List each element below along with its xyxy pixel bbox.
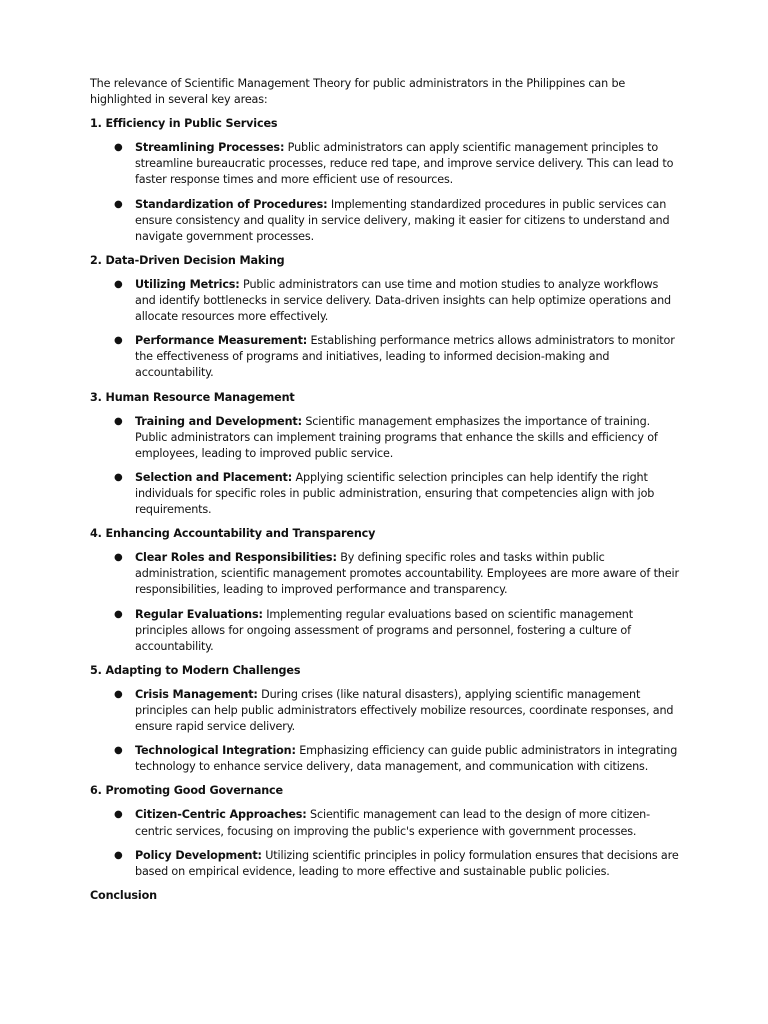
section-4: [90, 526, 680, 655]
item-term: Performance Measurement:: [135, 334, 308, 348]
bullet-icon: ●: [114, 608, 123, 620]
item-text: Scientific management can lead to the design of more citizen-centric services, focusing on improving the public's experience with government processes.: [135, 808, 651, 838]
section-2: [90, 253, 680, 382]
list-item: [114, 807, 680, 839]
bullet-list: [90, 414, 680, 519]
bullet-list: [90, 140, 680, 245]
list-item: [114, 470, 680, 518]
section-heading: 3. Human Resource Management: [90, 390, 295, 404]
item-term: Selection and Placement:: [135, 470, 293, 484]
section-6: [90, 783, 680, 879]
bullet-list: [90, 807, 680, 879]
section-1: [90, 116, 680, 245]
bullet-icon: ●: [114, 142, 123, 154]
list-item: [114, 848, 680, 880]
conclusion-heading: Conclusion: [90, 888, 157, 902]
item-text: During crises (like natural disasters), applying scientific management principles can help public administrators effectively mobilize resources, coordinate responses, and ensure rapid service delivery.: [135, 687, 674, 734]
item-text: Applying scientific selection principles can help identify the right individuals for specific roles in public administration, ensuring that competencies align with job requirements.: [135, 470, 655, 517]
item-text: By defining specific roles and tasks within public administration, scientific management promotes accountability. Employees are more aware of their responsibilities, leading to improved performance and transparency.: [135, 551, 679, 597]
list-item: [114, 607, 680, 655]
list-item: [114, 550, 680, 598]
bullet-icon: ●: [114, 278, 123, 290]
section-5: [90, 663, 680, 776]
item-term: Clear Roles and Responsibilities:: [135, 551, 337, 565]
bullet-list: [90, 277, 680, 382]
list-item: [114, 333, 680, 381]
section-heading: 6. Promoting Good Governance: [90, 784, 283, 798]
bullet-icon: ●: [114, 552, 123, 564]
document-page: [90, 76, 680, 912]
item-text: Emphasizing efficiency can guide public administrators in integrating technology to enhance service delivery, data management, and communication with citizens.: [135, 744, 678, 774]
list-item: [114, 414, 680, 462]
section-heading: 4. Enhancing Accountability and Transparency: [90, 527, 376, 541]
bullet-icon: ●: [114, 809, 123, 821]
bullet-icon: ●: [114, 415, 123, 427]
intro-paragraph: The relevance of Scientific Management Theory for public administrators in the Philippines can be highlighted in several key areas:: [90, 77, 626, 107]
item-term: Streamlining Processes:: [135, 141, 285, 155]
bullet-list: [90, 687, 680, 775]
item-term: Policy Development:: [135, 848, 262, 862]
section-heading: 2. Data-Driven Decision Making: [90, 253, 285, 267]
item-term: Citizen-Centric Approaches:: [135, 808, 307, 822]
list-item: [114, 277, 680, 325]
bullet-icon: ●: [114, 198, 123, 210]
section-heading: 5. Adapting to Modern Challenges: [90, 663, 301, 677]
bullet-list: [90, 550, 680, 655]
list-item: [114, 743, 680, 775]
bullet-icon: ●: [114, 688, 123, 700]
bullet-icon: ●: [114, 471, 123, 483]
item-text: Public administrators can apply scientific management principles to streamline bureaucratic processes, reduce red tape, and improve service delivery. This can lead to faster response times and more efficient use of resources.: [135, 141, 674, 187]
item-term: Utilizing Metrics:: [135, 277, 240, 291]
item-term: Regular Evaluations:: [135, 607, 263, 621]
item-text: Implementing standardized procedures in public services can ensure consistency and quality in service delivery, making it easier for citizens to understand and navigate government processes.: [135, 197, 670, 243]
list-item: [114, 687, 680, 735]
item-term: Technological Integration:: [135, 744, 296, 758]
list-item: [114, 140, 680, 188]
bullet-icon: ●: [114, 745, 123, 757]
bullet-icon: ●: [114, 335, 123, 347]
item-text: Implementing regular evaluations based on scientific management principles allows for ongoing assessment of programs and personnel, fostering a culture of accountability.: [135, 607, 633, 653]
section-heading: 1. Efficiency in Public Services: [90, 117, 278, 131]
item-text: Establishing performance metrics allows administrators to monitor the effectiveness of programs and initiatives, leading to informed decision-making and accountability.: [135, 334, 675, 380]
item-term: Crisis Management:: [135, 687, 258, 701]
item-text: Utilizing scientific principles in policy formulation ensures that decisions are based on empirical evidence, leading to more effective and sustainable public policies.: [135, 848, 679, 878]
item-term: Standardization of Procedures:: [135, 197, 328, 211]
list-item: [114, 197, 680, 245]
section-3: [90, 390, 680, 519]
item-text: Public administrators can use time and motion studies to analyze workflows and identify bottlenecks in service delivery. Data-driven insights can help optimize operations and allocate resources more effectively.: [135, 277, 671, 324]
item-term: Training and Development:: [135, 414, 302, 428]
bullet-icon: ●: [114, 849, 123, 861]
item-text: Scientific management emphasizes the importance of training. Public administrators can implement training programs that enhance the skills and efficiency of employees, leading to improved public service.: [135, 414, 658, 460]
